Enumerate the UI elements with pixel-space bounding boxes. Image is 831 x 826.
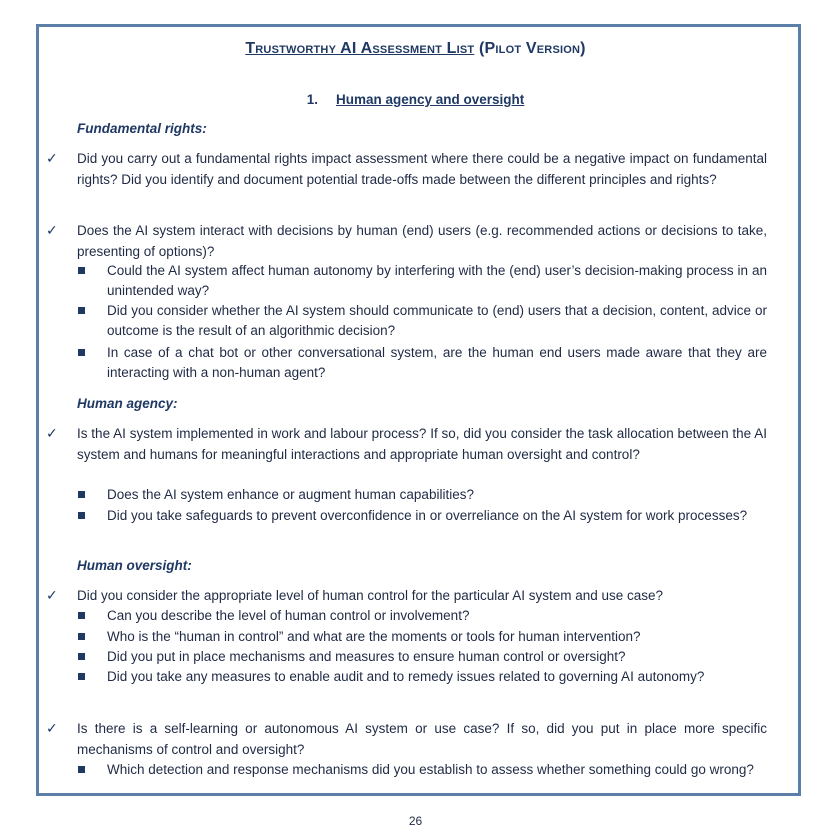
check-mark-icon: ✓ [46,425,58,441]
subheading-human-agency: Human agency: [77,396,178,411]
check-mark-icon: ✓ [46,150,58,166]
subheading-fundamental-rights: Fundamental rights: [77,121,207,136]
subquestion-mechanisms: Did you put in place mechanisms and measures to ensure human control or oversight? [107,649,626,664]
square-bullet-icon [78,612,85,619]
square-bullet-icon [78,307,85,314]
subquestion-algorithmic-decision: Did you consider whether the AI system should communicate to (end) users that a decision, content, advice or outcome is the result of an algorithmic decision? [107,303,767,338]
question-work-process: Is the AI system implemented in work and labour process? If so, did you consider the task allocation between the AI system and humans for meaningful interactions and appropriate human oversight and control? [77,426,767,462]
question-fundamental-rights-impact: Did you carry out a fundamental rights impact assessment where there could be a negative impact on fundamental rights? Did you identify and document potential trade-offs made between the different principles and rights? [77,151,767,187]
check-mark-icon: ✓ [46,222,58,238]
square-bullet-icon [78,491,85,498]
document-title: Trustworthy AI Assessment List (Pilot Version) [245,40,586,57]
check-mark-icon: ✓ [46,587,58,603]
subquestion-detection-response: Which detection and response mechanisms did you establish to assess whether something could go wrong? [107,762,754,777]
question-self-learning: Is there is a self-learning or autonomous AI system or use case? If so, did you put in place more specific mechanisms of control and oversight? [77,721,767,757]
square-bullet-icon [78,633,85,640]
square-bullet-icon [78,673,85,680]
subquestion-overreliance: Did you take safeguards to prevent overconfidence in or overreliance on the AI system for work processes? [107,508,748,523]
check-mark-icon: ✓ [46,720,58,736]
square-bullet-icon [78,512,85,519]
subquestion-chat-bot: In case of a chat bot or other conversational system, are the human end users made aware that they are interacting with a non-human agent? [107,345,767,380]
subquestion-audit: Did you take any measures to enable audit and to remedy issues related to governing AI autonomy? [107,669,705,684]
section-title: 1. Human agency and oversight [306,92,525,107]
subquestion-describe-control: Can you describe the level of human control or involvement? [107,608,470,623]
square-bullet-icon [78,267,85,274]
square-bullet-icon [78,653,85,660]
square-bullet-icon [78,349,85,356]
question-human-control-level: Did you consider the appropriate level of human control for the particular AI system and use case? [77,588,664,603]
question-interaction-decisions: Does the AI system interact with decisions by human (end) users (e.g. recommended actions or decisions to take, presenting of options)? [77,223,767,259]
subquestion-human-autonomy: Could the AI system affect human autonomy by interfering with the (end) user’s decision-making process in an unintended way? [107,263,767,298]
subquestion-human-in-control: Who is the “human in control” and what are the moments or tools for human intervention? [107,629,641,644]
subheading-human-oversight: Human oversight: [77,558,192,573]
page-number: 26 [408,814,423,826]
subquestion-augment-capabilities: Does the AI system enhance or augment human capabilities? [107,487,474,502]
square-bullet-icon [78,766,85,773]
